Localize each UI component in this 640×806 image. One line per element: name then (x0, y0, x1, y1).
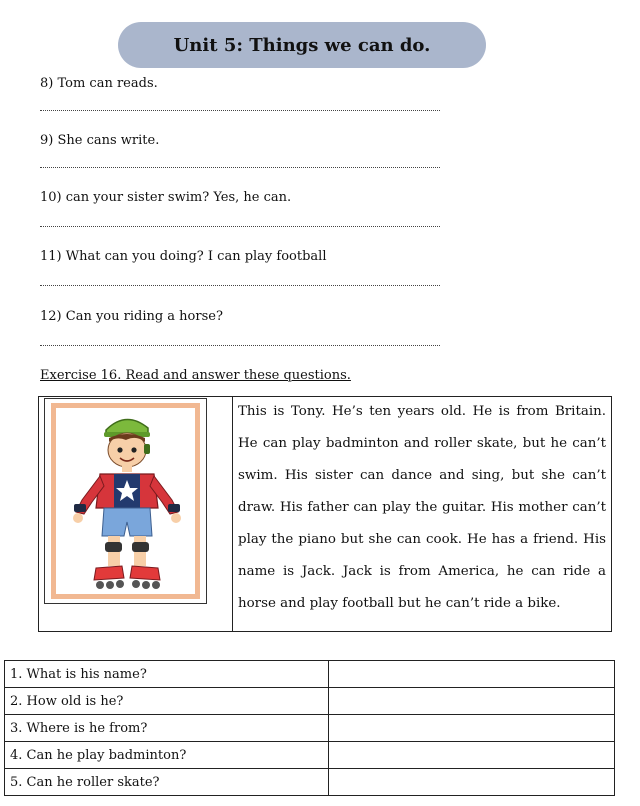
answer-line-12 (40, 345, 440, 346)
question-cell: 4. Can he play badminton? (5, 742, 329, 769)
reading-passage: This is Tony. He’s ten years old. He is from Britain. He can play badminton and roller skate, but he can’t swim. His sister can dance and sing, but she can’t draw. His father can play the guitar. His mother can’t play the piano but she can cook. He has a friend. His name is Jack. Jack is from America, he can ride a horse and play football but he can’t ride a bike. (238, 404, 606, 611)
answer-table (4, 660, 615, 796)
answer-cell[interactable] (329, 661, 615, 688)
question-cell: 2. How old is he? (5, 688, 329, 715)
picture-frame (44, 398, 207, 604)
answer-line-11 (40, 285, 440, 286)
question-12: 12) Can you riding a horse? (40, 309, 223, 324)
question-9: 9) She cans write. (40, 133, 160, 148)
table-row (5, 715, 615, 742)
question-cell: 1. What is his name? (5, 661, 329, 688)
table-row (5, 661, 615, 688)
answer-cell[interactable] (329, 688, 615, 715)
question-cell: 5. Can he roller skate? (5, 769, 329, 796)
exercise-heading: Exercise 16. Read and answer these questions. (40, 368, 351, 383)
table-row (5, 742, 615, 769)
reading-divider (232, 396, 233, 632)
answer-line-10 (40, 226, 440, 227)
question-11: 11) What can you doing? I can play football (40, 249, 327, 264)
page-title: Unit 5: Things we can do. (173, 34, 431, 56)
answer-line-8 (40, 110, 440, 111)
question-cell: 3. Where is he from? (5, 715, 329, 742)
answer-cell[interactable] (329, 715, 615, 742)
question-10: 10) can your sister swim? Yes, he can. (40, 190, 292, 205)
picture-border (51, 403, 200, 599)
table-row (5, 688, 615, 715)
boy-roller-skater-illustration (56, 408, 195, 594)
answer-cell[interactable] (329, 769, 615, 796)
question-8: 8) Tom can reads. (40, 76, 158, 91)
answer-cell[interactable] (329, 742, 615, 769)
answer-line-9 (40, 167, 440, 168)
title-banner (118, 22, 486, 68)
table-row (5, 769, 615, 796)
